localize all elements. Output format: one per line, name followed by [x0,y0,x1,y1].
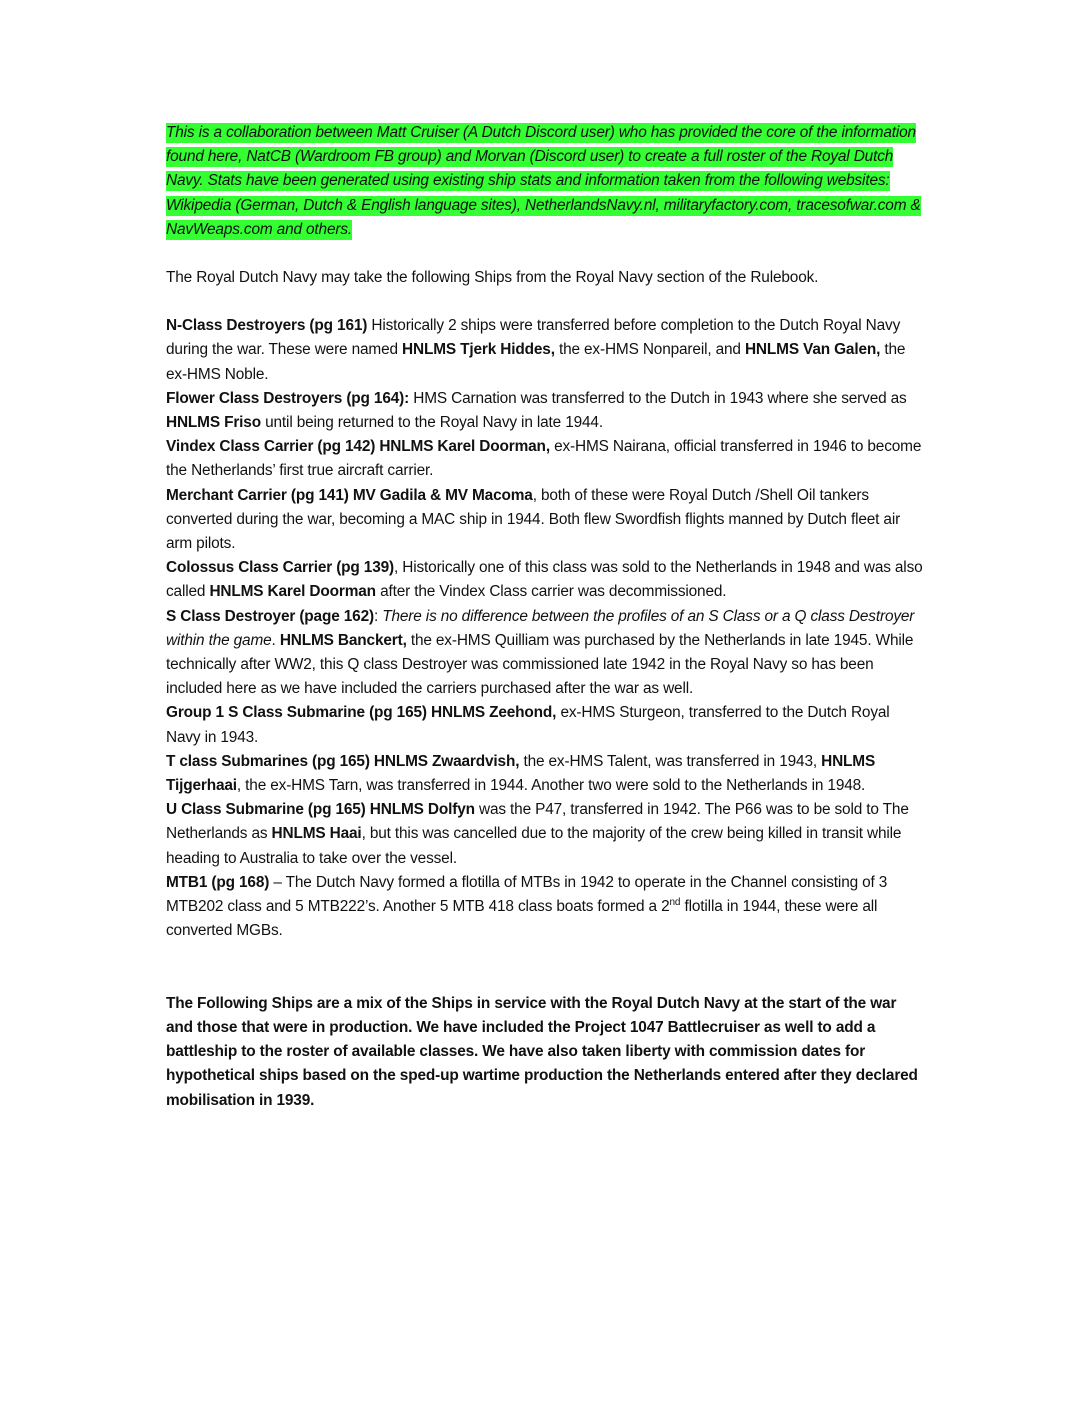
entry-s-class-destroyer [166,605,926,702]
ordinal-superscript: nd [669,897,681,909]
entry-colossus-class-carrier [166,556,926,604]
document-page [166,121,926,1113]
entry-text: until being returned to the Royal Navy in late 1944. [260,414,603,432]
intro-highlight: This is a collaboration between Matt Cruiser (A Dutch Discord user) who has provided the core of the information found here, NatCB (Wardroom FB group) and Morvan (Discord user) to create a full roster of the Royal Dutch Navy. Stats have been generated using existing ship stats and information taken from the following websites: Wikipedia (German, Dutch & English language sites), NetherlandsNavy.nl, militaryfactory.com, tracesofwar.com & NavWeaps.com and others. [166,124,921,238]
ship-name: HNLMS Friso [166,414,261,432]
entry-text: the ex-HMS Quilliam was purchased by the Netherlands in late 1945. While technically after WW2, this Q class Destroyer was commissioned late 1942 in the Royal Navy so has been included here as we have included the carriers purchased after the war as well. [166,631,914,698]
entry-heading: Merchant Carrier (pg 141) MV Gadila & MV Macoma [166,486,533,504]
entry-heading: Flower Class Destroyers (pg 164): [166,389,410,407]
lead-paragraph: The Royal Dutch Navy may take the following Ships from the Royal Navy section of the Rulebook. [166,269,819,287]
entry-heading: MTB1 (pg 168) [166,873,270,891]
entry-text: , Historically one of this class was sold to the Netherlands in 1948 and was also called [166,559,923,601]
entry-text: after the Vindex Class carrier was decommissioned. [375,583,727,601]
entry-vindex-class-carrier [166,435,926,483]
entry-heading: Group 1 S Class Submarine (pg 165) HNLMS Zeehond, [166,704,557,722]
entry-heading: N-Class Destroyers (pg 161) [166,317,368,335]
entry-text: Historically 2 ships were transferred before completion to the Dutch Royal Navy during the war. These were named [166,317,901,359]
entry-text: . [271,631,280,649]
entry-merchant-carrier [166,484,926,557]
ship-name: HNLMS Tjerk Hiddes, [402,341,555,359]
entry-text: , both of these were Royal Dutch /Shell Oil tankers converted during the war, becoming a MAC ship in 1944. Both flew Swordfish flights manned by Dutch fleet air arm pilots. [166,486,901,553]
ship-name: HNLMS Tijgerhaai [166,752,876,795]
entry-text: ex-HMS Sturgeon, transferred to the Dutch Royal Navy in 1943. [166,704,890,746]
entry-text: the ex-HMS Noble. [166,341,906,383]
entry-mtb1 [166,871,926,944]
entry-text: the ex-HMS Nonpareil, and [554,341,745,359]
ship-name: HNLMS Haai [271,825,362,843]
entry-italic-note: There is no difference between the profiles of an S Class or a Q class Destroyer within the game [166,607,915,649]
entry-t-class-submarines [166,750,926,798]
entry-text: HMS Carnation was transferred to the Dutch in 1943 where she served as [409,389,907,407]
closing-paragraph: The Following Ships are a mix of the Ships in service with the Royal Dutch Navy at the start of the war and those that were in production. We have included the Project 1047 Battlecruiser as well to add a battleship to the roster of available classes. We have also taken liberty with commission dates for hypothetical ships based on the sped-up wartime production the Netherlands entered after they declared mobilisation in 1939. [166,994,918,1109]
entry-heading: S Class Destroyer (page 162) [166,607,374,625]
entry-text: flotilla in 1944, these were all converted MGBs. [166,898,878,940]
entry-text: : [373,607,383,625]
entry-u-class-submarine [166,798,926,871]
entry-heading: U Class Submarine (pg 165) HNLMS Dolfyn [166,801,475,819]
entry-group1-s-class-submarine [166,701,926,749]
entry-text: the ex-HMS Talent, was transferred in 1943, [519,752,822,770]
intro-paragraph [166,121,926,242]
entry-flower-class-destroyers [166,387,926,435]
entry-n-class-destroyers [166,314,926,387]
entry-text: , the ex-HMS Tarn, was transferred in 1944. Another two were sold to the Netherlands in 1948. [236,777,866,795]
entry-heading: Vindex Class Carrier (pg 142) HNLMS Karel Doorman, [166,438,550,456]
entry-heading: T class Submarines (pg 165) HNLMS Zwaardvish, [166,752,520,770]
entry-text: , but this was cancelled due to the majority of the crew being killed in transit while heading to Australia to take over the vessel. [166,825,902,867]
entry-text: was the P47, transferred in 1942. The P66 was to be sold to The Netherlands as [166,801,909,843]
entry-heading: Colossus Class Carrier (pg 139) [166,559,395,577]
ship-entries [166,314,926,943]
ship-name: HNLMS Karel Doorman [209,583,376,601]
ship-name: HNLMS Van Galen, [744,341,881,359]
entry-text: – The Dutch Navy formed a flotilla of MTBs in 1942 to operate in the Channel consisting of 3 MTB202 class and 5 MTB222’s. Another 5 MTB 418 class boats formed a 2 [166,873,888,916]
entry-text: ex-HMS Nairana, official transferred in 1946 to become the Netherlands’ first true aircraft carrier. [166,438,922,480]
ship-name: HNLMS Banckert, [279,631,407,649]
